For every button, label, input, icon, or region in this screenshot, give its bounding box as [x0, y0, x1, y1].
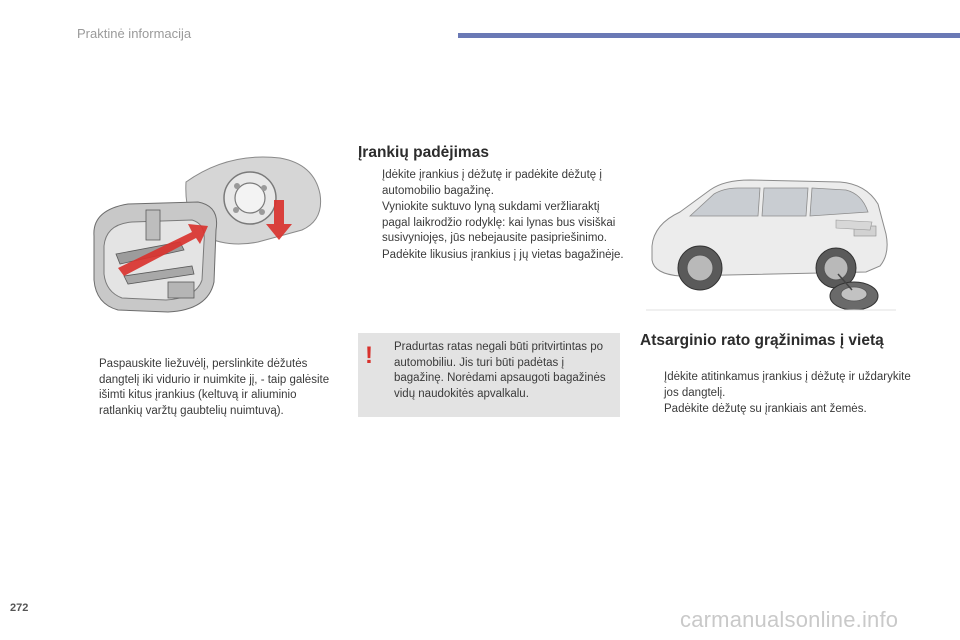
spare-wheel-instructions-list: [645, 370, 915, 419]
toolbox-illustration: [88, 150, 328, 318]
list-item-text: Padėkite dėžutę su įrankiais ant žemės.: [664, 403, 867, 416]
section-title-spare-wheel: Atsarginio rato grąžinimas į vietą: [640, 332, 884, 349]
list-item: [80, 357, 342, 419]
list-item-text: Paspauskite liežuvėlį, perslinkite dėžutės dangtelį iki vidurio ir nuimkite jį, - taip galėsite išimti kitus įrankius (keltuvą ir aliuminio ratlankių varžtų gaubtelių nuimtuvą).: [99, 358, 330, 417]
list-item: [645, 370, 915, 401]
list-item: [363, 200, 625, 247]
section-title-tools: Įrankių padėjimas: [358, 144, 489, 161]
page-number: 272: [10, 602, 29, 614]
page-header-title: Praktinė informacija: [77, 26, 192, 41]
list-item: [363, 168, 625, 199]
list-item: [363, 248, 625, 264]
watermark: carmanualsonline.info: [680, 607, 899, 632]
warning-text: Pradurtas ratas negali būti pritvirtintas po automobiliu. Jis turi būti padėtas į bagažinę. Norėdami apsaugoti bagažinės vidų naudokitės apvalkalu.: [394, 341, 606, 400]
tools-instructions-list: [363, 168, 625, 265]
warning-box: [358, 333, 620, 417]
list-item-text: Įdėkite įrankius į dėžutę ir padėkite dėžutę į automobilio bagažinę.: [382, 169, 602, 197]
list-item-text: Vyniokite suktuvo lyną sukdami veržliaraktį pagal laikrodžio rodyklę: kai lynas bus visiškai susivyniojęs, jūs nebejausite pasipriešinimo.: [382, 201, 616, 245]
left-instructions-list: [80, 357, 342, 420]
list-item: [645, 402, 915, 418]
list-item-text: Padėkite likusius įrankius į jų vietas bagažinėje.: [382, 248, 624, 261]
header-accent-bar: [458, 33, 960, 38]
warning-icon: !: [365, 342, 373, 369]
car-illustration: [640, 150, 902, 318]
list-item-text: Įdėkite atitinkamus įrankius į dėžutę ir uždarykite jos dangtelį.: [664, 371, 911, 399]
